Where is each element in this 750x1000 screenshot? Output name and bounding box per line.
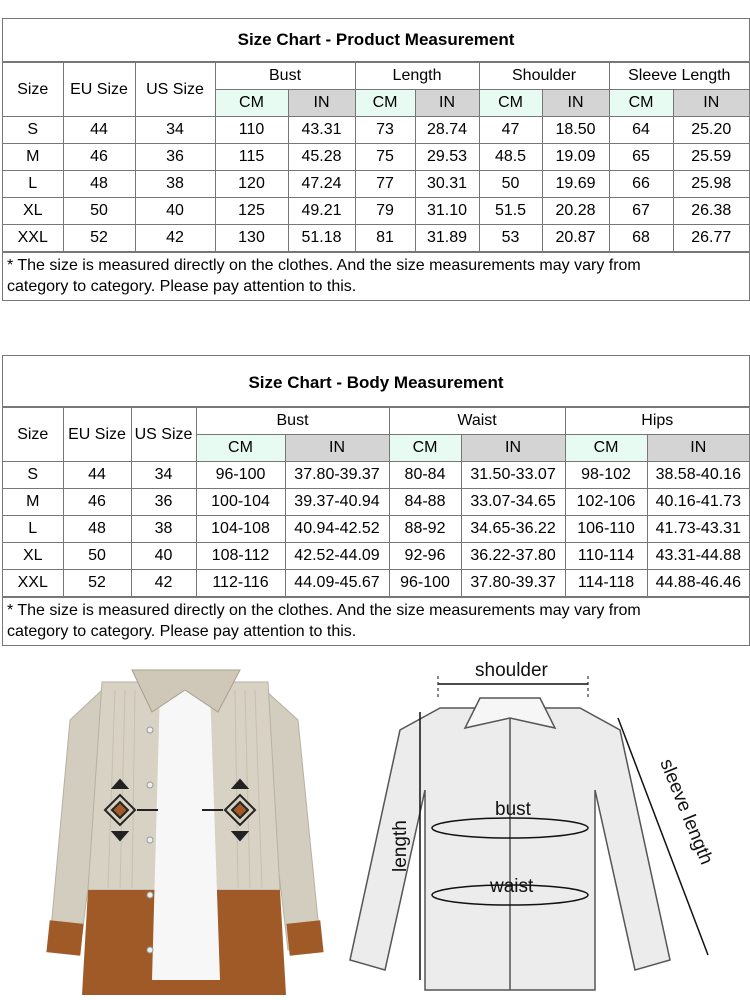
- table-cell: 112-116: [196, 570, 285, 597]
- table-cell: 75: [355, 144, 415, 171]
- table-cell: 68: [609, 225, 673, 252]
- table-cell: 31.10: [415, 198, 479, 225]
- body-table: [3, 407, 749, 597]
- table-cell: 67: [609, 198, 673, 225]
- table-cell: 96-100: [196, 462, 285, 489]
- product-rows: [3, 117, 749, 252]
- note-line: * The size is measured directly on the clothes. And the size measurements may vary from: [7, 602, 641, 619]
- table-cell: 25.20: [673, 117, 749, 144]
- table-row: [3, 144, 749, 171]
- table-cell: XL: [3, 198, 63, 225]
- table-cell: 130: [215, 225, 288, 252]
- note-line: * The size is measured directly on the clothes. And the size measurements may vary from: [7, 257, 641, 274]
- table-cell: 73: [355, 117, 415, 144]
- table-cell: 50: [63, 543, 131, 570]
- unit-cm: CM: [609, 90, 673, 117]
- table-cell: 98-102: [565, 462, 647, 489]
- unit-in: IN: [285, 435, 389, 462]
- right-cuff: [286, 920, 323, 955]
- table-cell: 34: [131, 462, 196, 489]
- unit-cm: CM: [355, 90, 415, 117]
- table-cell: 100-104: [196, 489, 285, 516]
- table-cell: 44.09-45.67: [285, 570, 389, 597]
- table-cell: 115: [215, 144, 288, 171]
- table-cell: M: [3, 144, 63, 171]
- table-cell: 42.52-44.09: [285, 543, 389, 570]
- table-cell: 104-108: [196, 516, 285, 543]
- table-cell: 110-114: [565, 543, 647, 570]
- table-cell: 49.21: [288, 198, 355, 225]
- measurement-diagram: [330, 650, 750, 1000]
- table-cell: 96-100: [389, 570, 461, 597]
- table-cell: 53: [479, 225, 542, 252]
- table-cell: 64: [609, 117, 673, 144]
- shirt-photo: [40, 660, 330, 1000]
- table-cell: 36: [131, 489, 196, 516]
- table-cell: 29.53: [415, 144, 479, 171]
- table-cell: 30.31: [415, 171, 479, 198]
- product-chart-title: Size Chart - Product Measurement: [3, 19, 749, 62]
- table-row: [3, 117, 749, 144]
- table-cell: 36: [135, 144, 215, 171]
- table-cell: 39.37-40.94: [285, 489, 389, 516]
- table-cell: 125: [215, 198, 288, 225]
- table-cell: 48: [63, 171, 135, 198]
- table-cell: 38: [135, 171, 215, 198]
- table-cell: 84-88: [389, 489, 461, 516]
- header-us-size: US Size: [135, 63, 215, 117]
- table-cell: 34.65-36.22: [461, 516, 565, 543]
- table-row: [3, 462, 749, 489]
- table-row: [3, 516, 749, 543]
- table-cell: 48.5: [479, 144, 542, 171]
- header-sleeve-length: Sleeve Length: [609, 63, 749, 90]
- sleeve-length-label: sleeve length: [655, 756, 717, 868]
- unit-cm: CM: [479, 90, 542, 117]
- table-cell: 40: [131, 543, 196, 570]
- table-cell: 108-112: [196, 543, 285, 570]
- table-cell: 66: [609, 171, 673, 198]
- table-cell: 26.77: [673, 225, 749, 252]
- table-row: [3, 543, 749, 570]
- note-line: category to category. Please pay attention to this.: [7, 623, 357, 640]
- table-cell: XL: [3, 543, 63, 570]
- header-size: Size: [3, 408, 63, 462]
- table-cell: 44.88-46.46: [647, 570, 749, 597]
- left-cuff: [46, 920, 83, 955]
- unit-cm: CM: [215, 90, 288, 117]
- header-length: Length: [355, 63, 479, 90]
- table-cell: 79: [355, 198, 415, 225]
- unit-in: IN: [647, 435, 749, 462]
- note-line: category to category. Please pay attention to this.: [7, 278, 357, 295]
- table-cell: 42: [135, 225, 215, 252]
- body-note: [3, 597, 749, 645]
- table-cell: 47.24: [288, 171, 355, 198]
- table-cell: 43.31: [288, 117, 355, 144]
- table-cell: 46: [63, 489, 131, 516]
- table-cell: 114-118: [565, 570, 647, 597]
- table-cell: S: [3, 117, 63, 144]
- table-cell: 42: [131, 570, 196, 597]
- table-cell: 48: [63, 516, 131, 543]
- table-cell: 46: [63, 144, 135, 171]
- header-size: Size: [3, 63, 63, 117]
- table-cell: 18.50: [542, 117, 609, 144]
- unit-cm: CM: [196, 435, 285, 462]
- table-cell: S: [3, 462, 63, 489]
- header-hips: Hips: [565, 408, 749, 435]
- shoulder-label: shoulder: [475, 660, 548, 681]
- header-waist: Waist: [389, 408, 565, 435]
- table-cell: 106-110: [565, 516, 647, 543]
- table-cell: 77: [355, 171, 415, 198]
- table-cell: 25.59: [673, 144, 749, 171]
- table-cell: 19.69: [542, 171, 609, 198]
- table-row: [3, 225, 749, 252]
- header-shoulder: Shoulder: [479, 63, 609, 90]
- unit-cm: CM: [565, 435, 647, 462]
- table-cell: 43.31-44.88: [647, 543, 749, 570]
- table-cell: 47: [479, 117, 542, 144]
- table-cell: M: [3, 489, 63, 516]
- header-bust: Bust: [215, 63, 355, 90]
- table-cell: 40.16-41.73: [647, 489, 749, 516]
- table-cell: 51.5: [479, 198, 542, 225]
- table-cell: 110: [215, 117, 288, 144]
- table-cell: 25.98: [673, 171, 749, 198]
- table-cell: 102-106: [565, 489, 647, 516]
- table-cell: 40.94-42.52: [285, 516, 389, 543]
- table-cell: 19.09: [542, 144, 609, 171]
- table-cell: 36.22-37.80: [461, 543, 565, 570]
- header-us-size: US Size: [131, 408, 196, 462]
- table-cell: 88-92: [389, 516, 461, 543]
- inner-tshirt: [152, 688, 220, 980]
- table-cell: 34: [135, 117, 215, 144]
- table-cell: 37.80-39.37: [461, 570, 565, 597]
- body-rows: [3, 462, 749, 597]
- table-cell: 80-84: [389, 462, 461, 489]
- unit-in: IN: [288, 90, 355, 117]
- product-note: [3, 252, 749, 300]
- product-size-chart: [2, 18, 750, 301]
- table-cell: 20.28: [542, 198, 609, 225]
- table-cell: 20.87: [542, 225, 609, 252]
- unit-in: IN: [542, 90, 609, 117]
- table-cell: 40: [135, 198, 215, 225]
- unit-in: IN: [673, 90, 749, 117]
- table-cell: 65: [609, 144, 673, 171]
- table-row: [3, 489, 749, 516]
- table-cell: 44: [63, 462, 131, 489]
- table-cell: 26.38: [673, 198, 749, 225]
- table-cell: 41.73-43.31: [647, 516, 749, 543]
- header-bust: Bust: [196, 408, 389, 435]
- header-eu-size: EU Size: [63, 408, 131, 462]
- table-cell: 52: [63, 225, 135, 252]
- product-table: [3, 62, 749, 252]
- unit-cm: CM: [389, 435, 461, 462]
- table-cell: XXL: [3, 570, 63, 597]
- length-label: length: [390, 820, 411, 872]
- table-cell: 37.80-39.37: [285, 462, 389, 489]
- table-cell: 28.74: [415, 117, 479, 144]
- table-cell: 52: [63, 570, 131, 597]
- table-cell: 31.89: [415, 225, 479, 252]
- table-cell: 92-96: [389, 543, 461, 570]
- table-row: [3, 198, 749, 225]
- table-cell: 81: [355, 225, 415, 252]
- table-cell: XXL: [3, 225, 63, 252]
- table-cell: 50: [63, 198, 135, 225]
- table-cell: L: [3, 171, 63, 198]
- unit-in: IN: [415, 90, 479, 117]
- table-cell: 51.18: [288, 225, 355, 252]
- table-cell: 38: [131, 516, 196, 543]
- table-cell: 120: [215, 171, 288, 198]
- table-cell: 38.58-40.16: [647, 462, 749, 489]
- table-cell: 31.50-33.07: [461, 462, 565, 489]
- waist-label: waist: [490, 876, 534, 897]
- bust-label: bust: [495, 799, 531, 820]
- table-row: [3, 570, 749, 597]
- table-row: [3, 171, 749, 198]
- table-cell: 44: [63, 117, 135, 144]
- body-size-chart: [2, 355, 750, 646]
- unit-in: IN: [461, 435, 565, 462]
- table-cell: L: [3, 516, 63, 543]
- table-cell: 33.07-34.65: [461, 489, 565, 516]
- body-chart-title: Size Chart - Body Measurement: [3, 356, 749, 407]
- header-eu-size: EU Size: [63, 63, 135, 117]
- table-cell: 45.28: [288, 144, 355, 171]
- table-cell: 50: [479, 171, 542, 198]
